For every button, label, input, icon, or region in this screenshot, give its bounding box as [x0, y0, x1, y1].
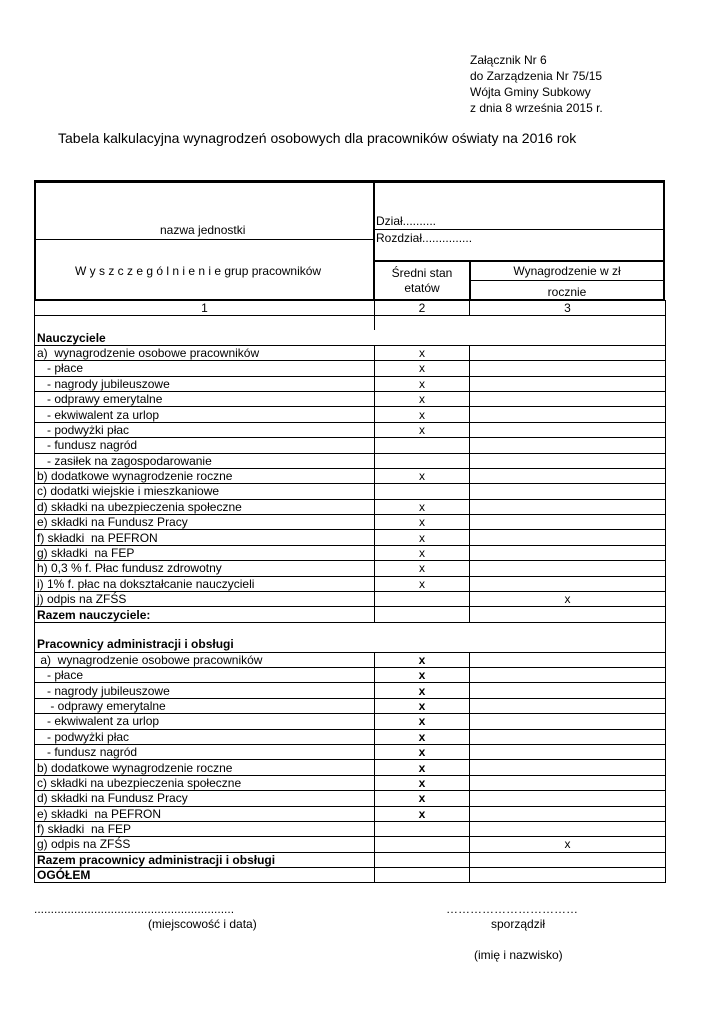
author-line: …………………………… — [446, 902, 578, 916]
document-title: Tabela kalkulacyjna wynagrodzeń osobowych dla pracowników oświaty na 2016 rok — [58, 130, 577, 146]
avg-staff-cell[interactable]: x — [375, 376, 470, 391]
row-label: a) wynagrodzenie osobowe pracowników — [35, 652, 375, 667]
salary-cell[interactable]: x — [470, 592, 666, 607]
row-label: d) składki na Fundusz Pracy — [35, 791, 375, 806]
table-row — [35, 515, 666, 530]
table-header — [34, 180, 665, 301]
salary-top-border — [375, 260, 665, 262]
admin-heading-row — [35, 637, 666, 652]
spec-label: W y s z c z e g ó l n i e n i e grup pracowników — [75, 264, 322, 278]
table-row — [35, 561, 666, 576]
spacer-row — [35, 622, 666, 637]
row-label: a) wynagrodzenie osobowe pracowników — [35, 345, 375, 360]
row-label: - płace — [35, 361, 375, 376]
avg-staff-cell[interactable] — [375, 821, 470, 836]
row-label: - ekwiwalent za urlop — [35, 407, 375, 422]
teachers-total-label: Razem nauczyciele: — [35, 607, 375, 622]
table-row — [35, 760, 666, 775]
salary-cell[interactable] — [470, 453, 666, 468]
teachers-total-staff[interactable] — [375, 607, 470, 622]
avg-staff-cell[interactable]: x — [375, 791, 470, 806]
avg-staff-cell[interactable]: x — [375, 361, 470, 376]
table-row — [35, 422, 666, 437]
teachers-rows — [35, 345, 666, 607]
salary-cell[interactable] — [470, 361, 666, 376]
column-number-2: 2 — [375, 301, 470, 316]
salary-divider — [471, 280, 665, 281]
table-row — [35, 468, 666, 483]
salary-cell[interactable] — [470, 484, 666, 499]
salary-cell[interactable] — [470, 744, 666, 759]
admin-total-salary[interactable] — [470, 852, 666, 867]
avg-staff-cell[interactable]: x — [375, 530, 470, 545]
avg-staff-cell[interactable]: x — [375, 714, 470, 729]
avg-staff-cell[interactable]: x — [375, 499, 470, 514]
table-row — [35, 376, 666, 391]
salary-cell[interactable] — [470, 376, 666, 391]
admin-total-label: Razem pracownicy administracji i obsługi — [35, 852, 375, 867]
row-label: - odprawy emerytalne — [35, 391, 375, 406]
salary-cell[interactable]: x — [470, 837, 666, 852]
table-row — [35, 806, 666, 821]
grand-total-staff[interactable] — [375, 868, 470, 883]
table-row — [35, 698, 666, 713]
avg-staff-cell[interactable]: x — [375, 561, 470, 576]
row-label: - zasiłek na zagospodarowanie — [35, 453, 375, 468]
annex-line-3: Wójta Gminy Subkowy — [470, 85, 591, 99]
row-label: - nagrody jubileuszowe — [35, 376, 375, 391]
table-row — [35, 714, 666, 729]
name-caption: (imię i nazwisko) — [474, 948, 563, 962]
row-label: b) dodatkowe wynagrodzenie roczne — [35, 468, 375, 483]
row-label: f) składki na PEFRON — [35, 530, 375, 545]
row-label: i) 1% f. płac na dokształcanie nauczycieli — [35, 576, 375, 591]
salary-cell[interactable] — [470, 407, 666, 422]
salary-cell[interactable] — [470, 714, 666, 729]
row-label: c) składki na ubezpieczenia społeczne — [35, 775, 375, 790]
salary-cell[interactable] — [470, 791, 666, 806]
salary-cell[interactable] — [470, 468, 666, 483]
avg-staff-label — [375, 266, 469, 296]
row-label: - podwyżki płac — [35, 729, 375, 744]
admin-rows — [35, 652, 666, 852]
teachers-heading: Nauczyciele — [35, 330, 375, 345]
column-number-3: 3 — [470, 301, 666, 316]
salary-cell[interactable] — [470, 499, 666, 514]
table-row — [35, 499, 666, 514]
salary-cell[interactable] — [470, 530, 666, 545]
avg-staff-cell[interactable]: x — [375, 667, 470, 682]
table-row — [35, 391, 666, 406]
avg-staff-cell[interactable]: x — [375, 576, 470, 591]
row-label: e) składki na Fundusz Pracy — [35, 515, 375, 530]
header-right-border — [663, 180, 665, 301]
avg-staff-cell[interactable] — [375, 484, 470, 499]
place-date-caption: (miejscowość i data) — [148, 917, 257, 931]
avg-staff-cell[interactable]: x — [375, 345, 470, 360]
row-label: - podwyżki płac — [35, 422, 375, 437]
table-row — [35, 821, 666, 836]
place-date-line: ............................................................ — [34, 902, 235, 916]
salary-cell[interactable] — [470, 391, 666, 406]
avg-staff-cell[interactable]: x — [375, 806, 470, 821]
table-row — [35, 791, 666, 806]
unit-name-label: nazwa jednostki — [160, 223, 246, 237]
table-row — [35, 729, 666, 744]
salary-cell[interactable] — [470, 438, 666, 453]
table-row — [35, 667, 666, 682]
row-label: - fundusz nagród — [35, 438, 375, 453]
avg-staff-cell[interactable] — [375, 453, 470, 468]
admin-total-staff[interactable] — [375, 852, 470, 867]
row-label: f) składki na FEP — [35, 821, 375, 836]
salary-table — [34, 300, 666, 883]
table-row — [35, 576, 666, 591]
avg-staff-cell[interactable]: x — [375, 744, 470, 759]
table-row — [35, 592, 666, 607]
salary-cell[interactable] — [470, 422, 666, 437]
row-label: - płace — [35, 667, 375, 682]
avg-staff-cell[interactable]: x — [375, 760, 470, 775]
avg-staff-cell[interactable]: x — [375, 698, 470, 713]
salary-cell[interactable] — [470, 806, 666, 821]
annex-line-1: Załącznik Nr 6 — [470, 53, 547, 67]
salary-cell[interactable] — [470, 545, 666, 560]
admin-heading: Pracownicy administracji i obsługi — [35, 637, 375, 652]
row-label: - fundusz nagród — [35, 744, 375, 759]
row-label: - ekwiwalent za urlop — [35, 714, 375, 729]
grand-total-row — [35, 868, 666, 883]
salary-cell[interactable] — [470, 515, 666, 530]
spacer-row — [35, 316, 666, 331]
row-label: d) składki na ubezpieczenia społeczne — [35, 499, 375, 514]
avg-staff-cell[interactable]: x — [375, 545, 470, 560]
rozdzial-label: Rozdział............... — [376, 231, 473, 245]
grand-total-salary[interactable] — [470, 868, 666, 883]
avg-staff-cell[interactable]: x — [375, 652, 470, 667]
header-left-border — [34, 180, 36, 301]
row-label: e) składki na PEFRON — [35, 806, 375, 821]
avg-staff-cell[interactable]: x — [375, 683, 470, 698]
grand-total-label: OGÓŁEM — [35, 868, 375, 883]
table-row — [35, 683, 666, 698]
avg-staff-cell[interactable]: x — [375, 775, 470, 790]
table-row — [35, 837, 666, 852]
table-row — [35, 744, 666, 759]
row-label: g) składki na FEP — [35, 545, 375, 560]
avg-staff-line-2: etatów — [404, 281, 440, 295]
avg-staff-cell[interactable] — [375, 837, 470, 852]
salary-cell[interactable] — [470, 576, 666, 591]
avg-staff-cell[interactable]: x — [375, 468, 470, 483]
salary-cell[interactable] — [470, 667, 666, 682]
avg-staff-cell[interactable]: x — [375, 407, 470, 422]
row-label: g) odpis na ZFŚS — [35, 837, 375, 852]
salary-cell[interactable] — [470, 821, 666, 836]
salary-cell[interactable] — [470, 683, 666, 698]
teachers-total-salary[interactable] — [470, 607, 666, 622]
spacer-cell — [35, 316, 375, 331]
table-row — [35, 484, 666, 499]
table-row — [35, 438, 666, 453]
salary-label: Wynagrodzenie w zł — [513, 264, 621, 278]
row-label: h) 0,3 % f. Płac fundusz zdrowotny — [35, 561, 375, 576]
table-row — [35, 652, 666, 667]
salary-cell[interactable] — [470, 729, 666, 744]
salary-cell[interactable] — [470, 652, 666, 667]
table-row — [35, 775, 666, 790]
row-label: - odprawy emerytalne — [35, 698, 375, 713]
avg-staff-cell[interactable] — [375, 438, 470, 453]
column-number-row — [35, 301, 666, 316]
header-top-border — [34, 180, 665, 183]
teachers-heading-row — [35, 330, 666, 345]
teachers-total-row — [35, 607, 666, 622]
unit-name-underline — [34, 239, 375, 240]
table-row — [35, 453, 666, 468]
annex-line-2: do Zarządzenia Nr 75/15 — [470, 69, 603, 83]
column-number-1: 1 — [35, 301, 375, 316]
salary-cell[interactable] — [470, 345, 666, 360]
avg-staff-cell[interactable]: x — [375, 422, 470, 437]
row-label: b) dodatkowe wynagrodzenie roczne — [35, 760, 375, 775]
row-label: j) odpis na ZFŚS — [35, 592, 375, 607]
annex-line-4: z dnia 8 września 2015 r. — [470, 101, 603, 115]
table-row — [35, 407, 666, 422]
table-row — [35, 345, 666, 360]
salary-cell[interactable] — [470, 698, 666, 713]
avg-staff-cell[interactable]: x — [375, 515, 470, 530]
dzial-label: Dział.......... — [376, 214, 437, 228]
table-row — [35, 530, 666, 545]
row-label: c) dodatki wiejskie i mieszkaniowe — [35, 484, 375, 499]
author-caption: sporządził — [491, 917, 546, 931]
avg-staff-line-1: Średni stan — [391, 266, 453, 280]
row-label: - nagrody jubileuszowe — [35, 683, 375, 698]
table-row — [35, 545, 666, 560]
avg-staff-cell[interactable]: x — [375, 391, 470, 406]
admin-total-row — [35, 852, 666, 867]
yearly-label: rocznie — [547, 285, 587, 299]
section-underline — [375, 229, 665, 230]
salary-cell[interactable] — [470, 775, 666, 790]
annex-note — [470, 52, 603, 116]
avg-staff-cell[interactable] — [375, 592, 470, 607]
table-row — [35, 361, 666, 376]
salary-cell[interactable] — [470, 561, 666, 576]
salary-cell[interactable] — [470, 760, 666, 775]
avg-staff-cell[interactable]: x — [375, 729, 470, 744]
